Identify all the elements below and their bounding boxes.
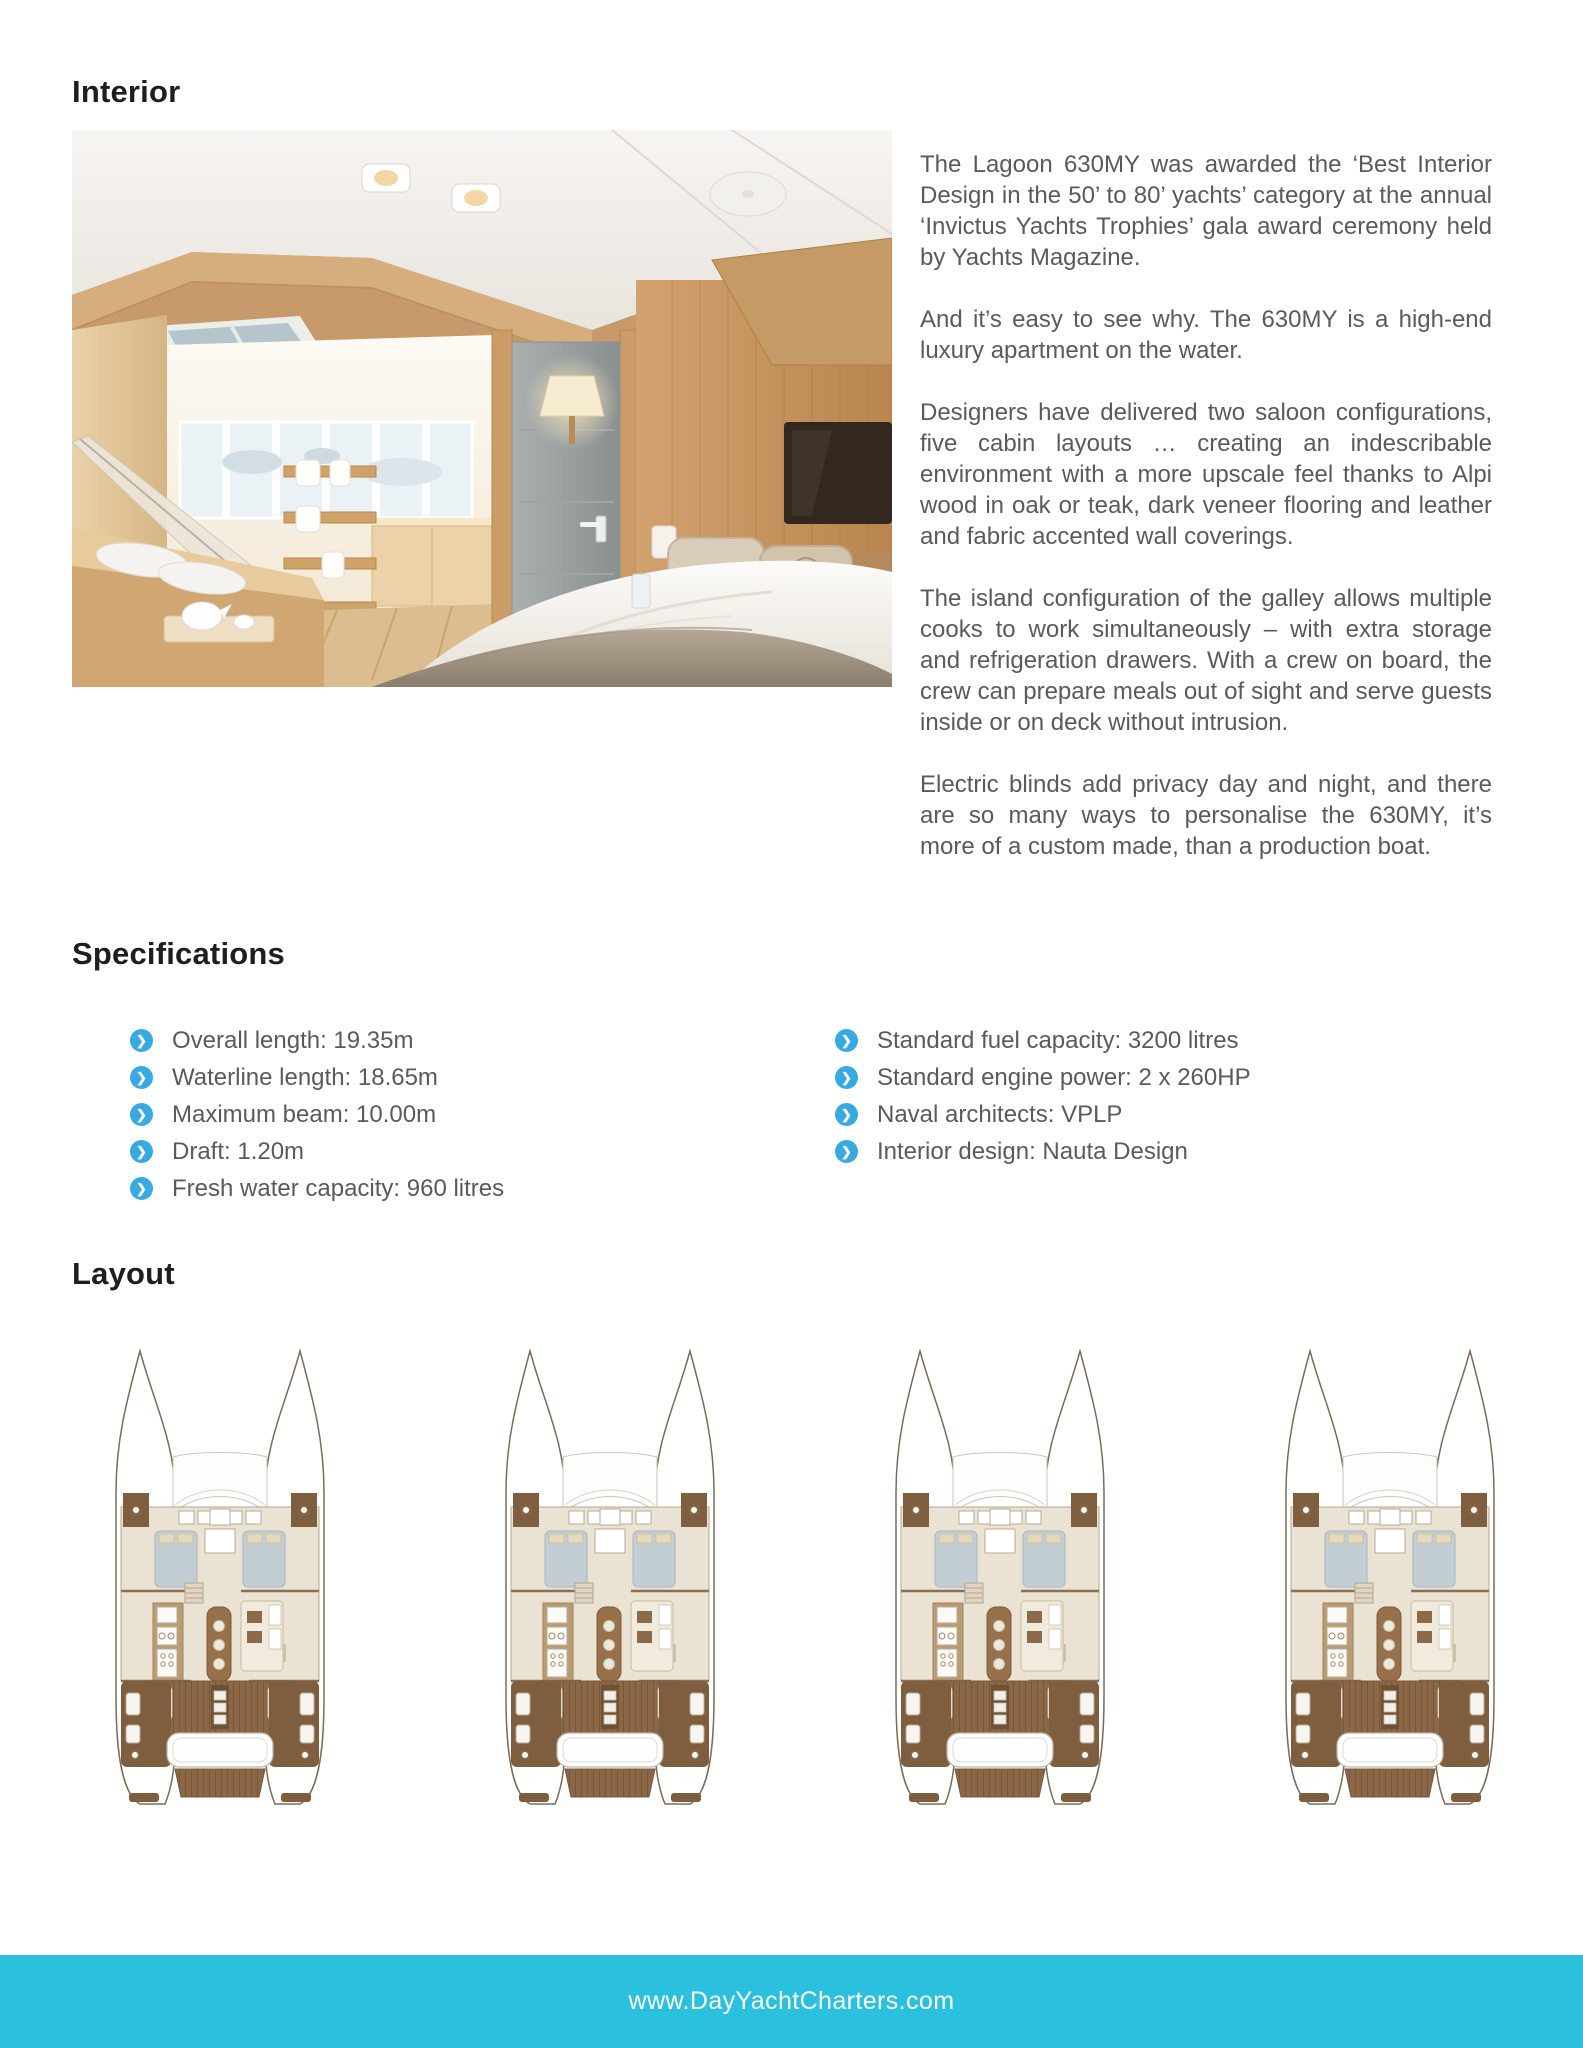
- yacht-master-cabin-photo: [72, 130, 892, 687]
- chevron-right-circle-icon: ❯: [835, 1029, 858, 1052]
- interior-heading: Interior: [72, 74, 181, 109]
- spec-item-text: Naval architects: VPLP: [877, 1101, 1123, 1128]
- spec-item-text: Interior design: Nauta Design: [877, 1138, 1188, 1165]
- specs-list-left: [130, 1022, 750, 1207]
- chevron-right-circle-icon: ❯: [130, 1140, 153, 1163]
- spec-item: [835, 1133, 1495, 1170]
- catamaran-floorplan-2: [485, 1345, 735, 1815]
- specs-list-right: [835, 1022, 1495, 1170]
- spec-item: [835, 1096, 1495, 1133]
- chevron-right-circle-icon: ❯: [835, 1103, 858, 1126]
- chevron-right-circle-icon: ❯: [130, 1103, 153, 1126]
- catamaran-floorplan-1: [95, 1345, 345, 1815]
- spec-item: [130, 1022, 750, 1059]
- interior-paragraph: The Lagoon 630MY was awarded the ‘Best Interior Design in the 50’ to 80’ yachts’ category at the annual ‘Invictus Yachts Trophies’ gala award ceremony held by Yachts Magazine.: [920, 151, 1492, 271]
- spec-item-text: Waterline length: 18.65m: [172, 1064, 438, 1091]
- spec-item: [130, 1133, 750, 1170]
- page-footer: [0, 1955, 1583, 2048]
- interior-paragraph: Designers have delivered two saloon configurations, five cabin layouts … creating an indescribable environment with a more upscale feel thanks to Alpi wood in oak or teak, dark veneer flooring and leather and fabric accented wall coverings.: [920, 399, 1492, 550]
- spec-item-text: Fresh water capacity: 960 litres: [172, 1175, 505, 1202]
- interior-paragraph: The island configuration of the galley allows multiple cooks to work simultaneously – with extra storage and refrigeration drawers. With a crew on board, the crew can prepare meals out of sight and serve guests inside or on deck without intrusion.: [920, 585, 1492, 736]
- chevron-right-circle-icon: ❯: [835, 1066, 858, 1089]
- spec-item: [130, 1096, 750, 1133]
- spec-item: [835, 1022, 1495, 1059]
- footer-url[interactable]: www.DayYachtCharters.com: [628, 1987, 955, 2015]
- spec-item: [835, 1059, 1495, 1096]
- specifications-heading: Specifications: [72, 936, 285, 971]
- spec-item: [130, 1170, 750, 1207]
- chevron-right-circle-icon: ❯: [130, 1066, 153, 1089]
- interior-copy: [920, 149, 1492, 862]
- spec-item-text: Overall length: 19.35m: [172, 1027, 414, 1054]
- interior-paragraph: And it’s easy to see why. The 630MY is a high-end luxury apartment on the water.: [920, 306, 1492, 364]
- spec-item-text: Standard fuel capacity: 3200 litres: [877, 1027, 1239, 1054]
- spec-item-text: Maximum beam: 10.00m: [172, 1101, 437, 1128]
- layout-plans-row: [95, 1345, 1515, 1815]
- chevron-right-circle-icon: ❯: [130, 1177, 153, 1200]
- catamaran-floorplan-3: [875, 1345, 1125, 1815]
- spec-item-text: Draft: 1.20m: [172, 1138, 305, 1165]
- interior-paragraph: Electric blinds add privacy day and night, and there are so many ways to personalise the 630MY, it’s more of a custom made, than a production boat.: [920, 771, 1492, 860]
- chevron-right-circle-icon: ❯: [130, 1029, 153, 1052]
- catamaran-floorplan-4: [1265, 1345, 1515, 1815]
- layout-heading: Layout: [72, 1256, 175, 1291]
- chevron-right-circle-icon: ❯: [835, 1140, 858, 1163]
- interior-photo: [72, 130, 892, 687]
- spec-item-text: Standard engine power: 2 x 260HP: [877, 1064, 1251, 1091]
- spec-item: [130, 1059, 750, 1096]
